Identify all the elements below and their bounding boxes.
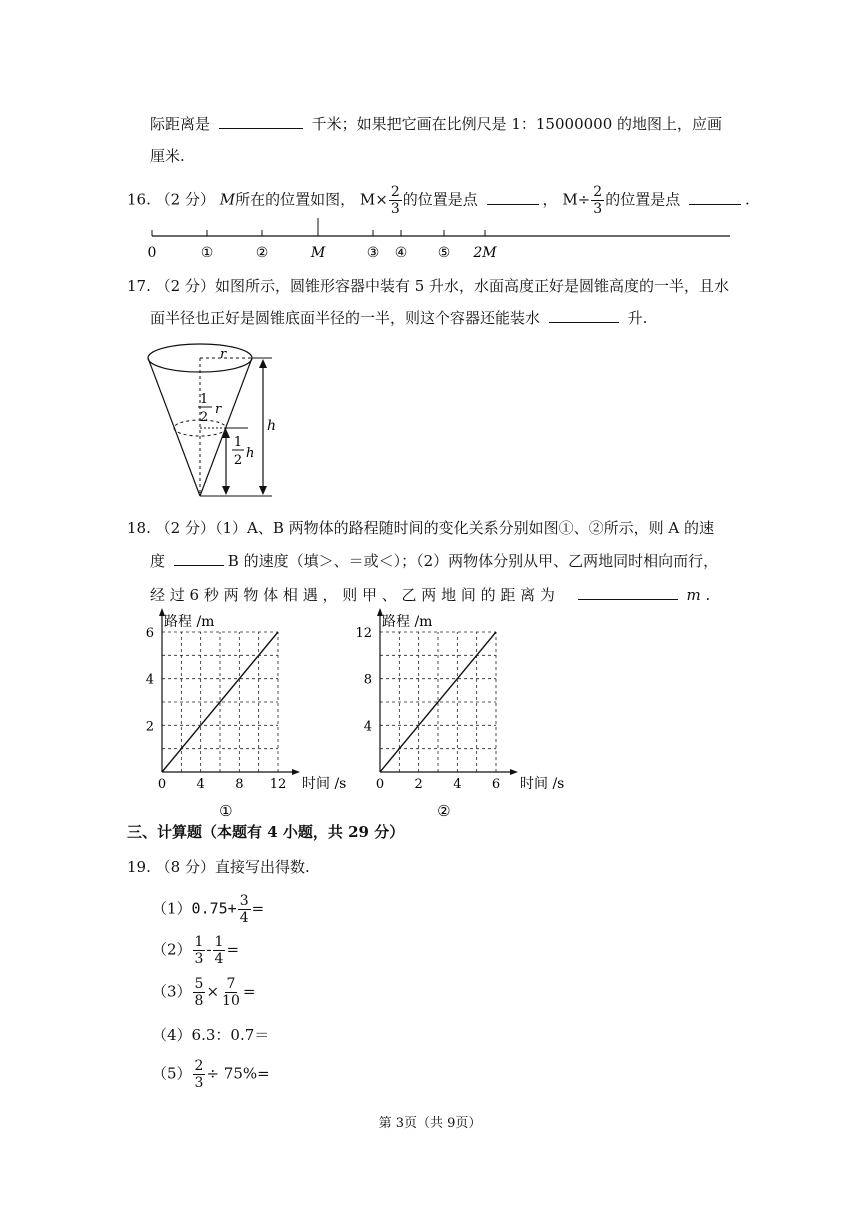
y-tick-label: 8: [363, 672, 372, 688]
q17-text-2: 面半径也正好是圆锥底面半径的一半，则这个容器还能装水: [150, 309, 541, 327]
q15-line1: [150, 113, 722, 134]
section3-heading: 三、计算题（本题有 4 小题，共 29 分）: [127, 823, 405, 841]
q16-frac-2: $\frac{2}{3}$: [593, 184, 603, 217]
y-axis-label: 路程 /m: [164, 614, 215, 630]
q16-text-d: 的位置是点: [605, 190, 681, 209]
q18-text-4: 经 过 6 秒 两 物 体 相 遇 ， 则 甲 、 乙 两 地 间 的 距 离 为: [150, 586, 555, 604]
q17-line1: [127, 275, 729, 296]
q19-text: 直接写出得数.: [214, 858, 310, 876]
x-axis-arrow: [292, 769, 300, 775]
q15-line2: 厘米.: [150, 147, 185, 165]
chart-2: [355, 604, 578, 820]
q19-number: 19.: [127, 858, 151, 876]
q16-score: （2 分）: [155, 190, 215, 209]
q17-score: （2 分）: [155, 277, 215, 295]
q16-blank-1[interactable]: [487, 189, 539, 205]
x-tick-label: 2: [414, 777, 423, 792]
q18-blank-1[interactable]: [174, 550, 224, 566]
nl-label-2: ②: [255, 245, 269, 261]
y-tick-label: 6: [145, 626, 154, 641]
q16-text-b: 所在的位置如图，: [235, 190, 356, 209]
cone-figure: [140, 340, 290, 505]
y-tick-label: 4: [363, 719, 372, 735]
q18-blank-2[interactable]: [578, 584, 678, 600]
cone-half-r: r: [215, 402, 222, 417]
nl-label-4: ④: [394, 245, 408, 261]
q16-text-c: 的位置是点: [402, 190, 478, 209]
nl-label-5: ⑤: [437, 245, 451, 261]
q16-number: 16.: [127, 190, 151, 209]
cone-h-label: h: [267, 418, 277, 434]
q17-line2: [150, 307, 647, 328]
svg-text:2: 2: [199, 410, 209, 425]
q17-blank[interactable]: [549, 307, 619, 323]
q19-item-1: （1）0.75+ $\frac{3}{4}$ =: [152, 893, 265, 926]
q16-line: 16. （2 分） M所在的位置如图， M× $\frac{2}{3}$ 的位置是点 ， M÷ $\frac{2}{3}$ 的位置是点 .: [127, 184, 750, 217]
x-tick-label: 0: [375, 777, 385, 792]
nl-label-3: ③: [366, 245, 380, 261]
q15-text-a: 际距离是: [150, 115, 211, 133]
q18-text-1: （1）A、B 两物体的路程随时间的变化关系分别如图①、②所示，则 A 的速: [214, 519, 714, 537]
q19-item-5: （5） $\frac{2}{3}$ ÷ 75%=: [152, 1058, 270, 1091]
x-tick-label: 4: [453, 777, 462, 792]
q18-number: 18.: [127, 519, 151, 537]
q16-frac-1: $\frac{2}{3}$: [390, 184, 400, 217]
x-axis-label: 时间 /s: [520, 776, 565, 792]
q15-text-b: 千米；如果把它画在比例尺是 1：15000000 的地图上，应画: [311, 115, 723, 133]
x-tick-label: 6: [491, 777, 501, 792]
q18-text-5: m .: [686, 586, 711, 604]
q17-number: 17.: [127, 277, 151, 295]
x-tick-label: 0: [157, 777, 167, 792]
nl-label-2m: 2M: [473, 245, 497, 261]
svg-text:1: 1: [233, 435, 243, 450]
x-axis-label: 时间 /s: [302, 776, 347, 792]
cone-half-h: h: [246, 446, 255, 461]
q19-line: [127, 856, 310, 877]
y-tick-label: 12: [355, 626, 372, 641]
q18-line1: [127, 517, 714, 538]
y-tick-label: 4: [145, 672, 154, 688]
x-tick-label: 12: [269, 777, 287, 792]
q19-item-3: （3） $\frac{5}{8}$ × $\frac{7}{10}$ =: [152, 976, 256, 1009]
nl-label-m: M: [310, 245, 326, 261]
q18-line3: [150, 584, 710, 605]
q18-text-2: 度: [150, 552, 166, 570]
chart-1: [140, 604, 347, 820]
q18-text-3: B 的速度（填＞、＝或＜）；（2）两物体分别从甲、乙两地同时相向而行，: [227, 552, 719, 570]
svg-text:2: 2: [233, 453, 243, 468]
q16-m: M: [219, 190, 236, 209]
q16-div-prefix: M÷: [562, 190, 591, 209]
q19-item-4: （4）6.3：0.7＝: [152, 1026, 270, 1044]
chart-caption: ②: [437, 802, 451, 820]
y-axis-label: 路程 /m: [382, 614, 433, 630]
q18-score: （2 分）: [155, 519, 215, 537]
q16-mult-prefix: M×: [359, 190, 388, 209]
q17-text-1: 如图所示，圆锥形容器中装有 5 升水，水面高度正好是圆锥高度的一半，且水: [214, 277, 730, 295]
y-tick-label: 2: [145, 719, 154, 735]
cone-r-label: r: [220, 347, 227, 362]
x-axis-arrow: [510, 769, 518, 775]
x-tick-label: 8: [235, 777, 244, 792]
nl-label-1: ①: [200, 245, 214, 261]
chart-caption: ①: [219, 802, 233, 820]
nl-label-0: 0: [147, 245, 157, 261]
q18-line2: [150, 550, 718, 571]
q19-score: （8 分）: [155, 858, 215, 876]
page-footer: 第 3页（共 9页）: [378, 1116, 482, 1131]
svg-text:1: 1: [199, 392, 209, 407]
q15-blank-1[interactable]: [219, 113, 303, 129]
q16-blank-2[interactable]: [689, 189, 741, 205]
q17-text-3: 升.: [627, 309, 648, 327]
x-tick-label: 4: [196, 777, 205, 792]
q19-item-2: （2） $\frac{1}{3}$ - $\frac{1}{4}$ =: [152, 934, 240, 967]
number-line: [140, 212, 740, 262]
